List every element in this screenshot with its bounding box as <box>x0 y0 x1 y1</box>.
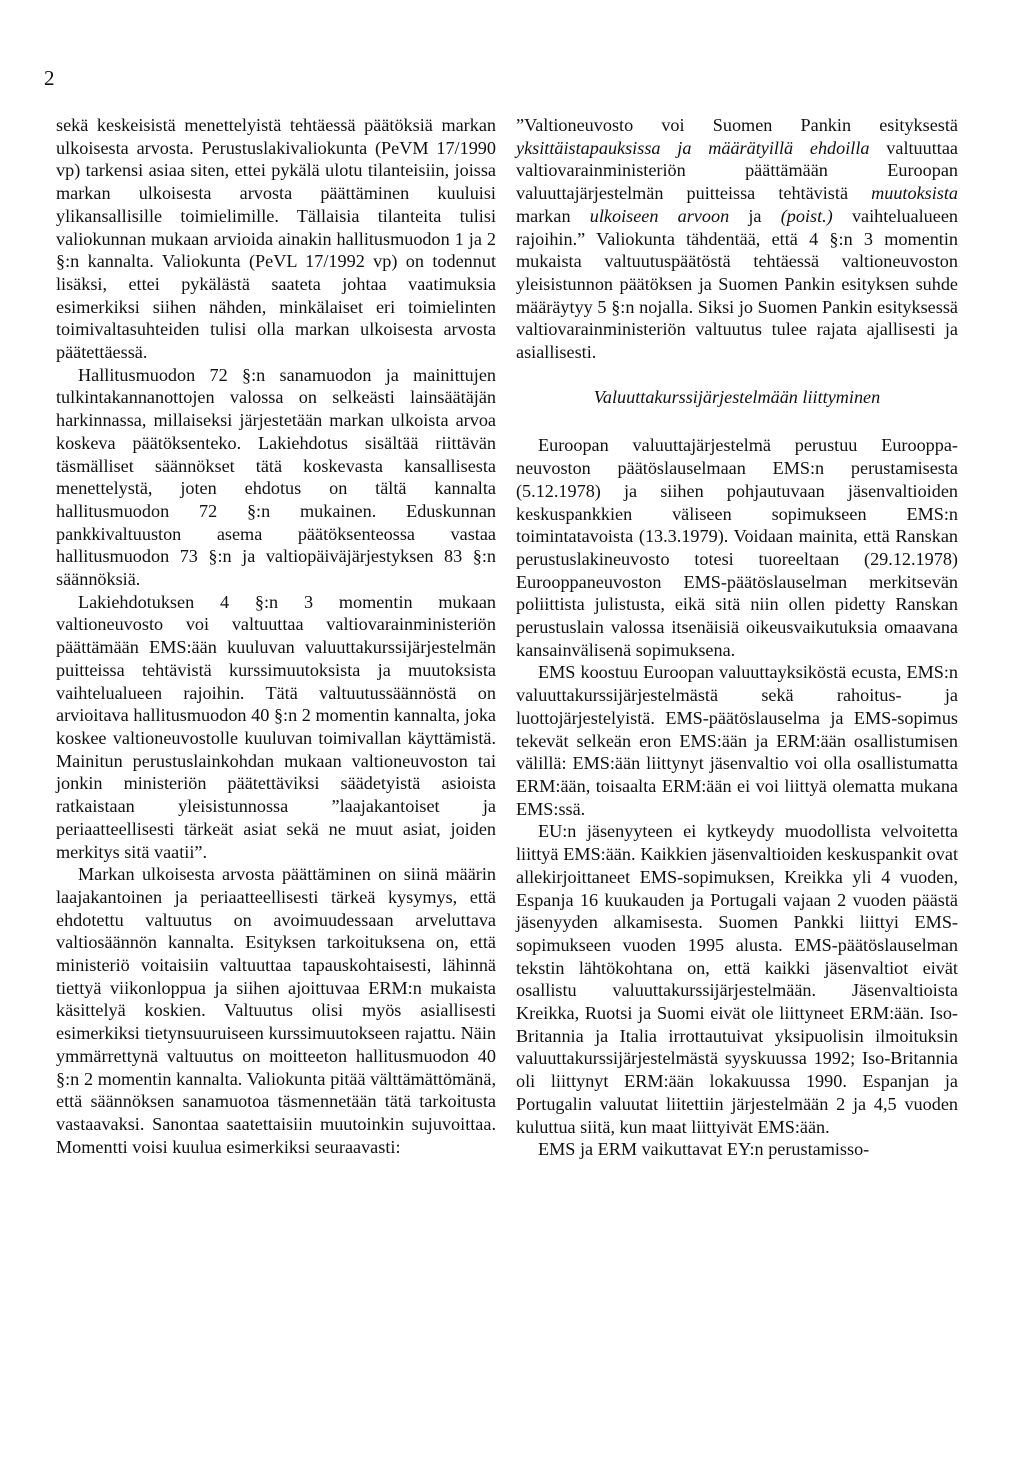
paragraph: Markan ulkoisesta arvosta päättäminen on siinä määrin laajakantoinen ja periaatteellisesti tärkeä kysymys, että ehdotettu valtuutus on avoimuudessaan arveluttava valtiosäännön kannalta. Esityksen tarkoituksena on, että ministeriö voitaisiin valtuuttaa tapauskohtaisesti, lähinnä tiettyä viikonloppua ja siihen ajoittuvaa ERM:n mukaista käsittelyä koskien. Valtuutus olisi myös asiallisesti esimerkiksi tietynsuuruiseen kurssimuutokseen rajattu. Näin ymmärrettynä valtuutus on moitteeton hallitusmuodon 40 §:n 2 momentin kannalta. Valiokunta pitää välttämättömänä, että säännöksen sanamuotoa täsmennetään tätä tarkoitusta vastaavaksi. Sanontaa saatettaisiin muutoinkin sujuvoittaa. Momentti voisi kuulua esimerkiksi seuraavasti: <box>56 864 496 1157</box>
quote-emphasis: ulkoiseen arvoon <box>589 205 730 226</box>
right-column <box>516 114 958 1161</box>
quote-text: ”Valtioneuvosto voi Suomen Pankin esityksestä <box>516 115 958 135</box>
paragraph: EU:n jäsenyyteen ei kytkeydy muodollista velvoitetta liittyä EMS:ään. Kaikkien jäsenvaltioiden keskuspankit ovat allekirjoittaneet EMS-sopimuksen, Kreikka yli 4 vuoden, Espanja 16 kuukauden ja Portugali vajaan 2 vuoden päästä jäsenyyden alkamisesta. Suomen Pankki liittyi EMS-sopimukseen vuoden 1995 alusta. EMS-päätöslauselman tekstin lähtökohtana on, että kaikki jäsenvaltiot eivät osallistu valuuttakurssijärjestelmään. Jäsenvaltioista Kreikka, Ruotsi ja Suomi eivät ole liittyneet ERM:ään. Iso-Britannia ja Italia irrottautuivat yksipuolisin ilmoituksin valuuttakurssijärjestelmästä syyskuussa 1992; Iso-Britannia oli liittynyt ERM:ään lokakuussa 1990. Espanjan ja Portugalin valuutat liitettiin järjestelmään 2 ja 4,5 vuoden kuluttua siitä, kun maat liittyivät EMS:ään. <box>516 821 958 1137</box>
quote-emphasis: muutoksista <box>871 183 958 204</box>
paragraph: Euroopan valuuttajärjestelmä perustuu Eurooppa-neuvoston päätöslauselmaan EMS:n perustamisesta (5.12.1978) ja siihen pohjautuvaan jäsenvaltioiden keskuspankkien väliseen sopimukseen EMS:n toimintatavoista (13.3.1979). Voidaan mainita, että Ranskan perustuslakineuvosto totesi tuoreeltaan (29.12.1978) Eurooppaneuvoston EMS-päätöslauselman merkitsevän poliittista julistusta, eikä sitä niin ollen pidetty Ranskan perustuslain valossa itsenäisiä oikeusvaikutuksia omaavana kansainvälisenä sopimuksena. <box>516 435 958 660</box>
quote-emphasis: (poist.) <box>780 205 833 226</box>
quote-paragraph <box>516 114 958 364</box>
page-number: 2 <box>44 66 55 90</box>
quote-text: vaihtelualueen rajoihin.” Valiokunta tähdentää, että 4 §:n 3 momentin mukaista valtuutuspäätöstä tehtäessä valtioneuvoston yleisistunnon päätöksen ja Suomen Pankin esityksen suhde määräytyy 5 §:n nojalla. Siksi jo Suomen Pankin esityksessä valtiovarainministeriön valtuutus tulee rajata ajallisesti ja asiallisesti. <box>516 205 958 363</box>
paragraph: Hallitusmuodon 72 §:n sanamuodon ja mainittujen tulkintakannanottojen valossa on selkeästi lainsäätäjän harkinnassa, millaiseksi järjestetään markan ulkoista arvoa koskeva päätöksenteko. Lakiehdotus sisältää riittävän täsmälliset säännökset tätä koskevasta kansallisesta menettelystä, joten ehdotus on tältä kannalta hallitusmuodon 72 §:n mukainen. Eduskunnan pankkivaltuuston asema päätöksenteossa vastaa hallitusmuodon 73 §:n ja valtiopäiväjärjestyksen 83 §:n säännöksiä. <box>56 364 496 590</box>
quote-text: valtuuttaa valtiovarainministeriön päättämään Euroopan valuuttajärjestelmän puitteissa tehtävistä <box>516 137 958 204</box>
paragraph: EMS koostuu Euroopan valuuttayksiköstä ecusta, EMS:n valuuttakurssijärjestelmästä sekä rahoitus- ja luottojärjestelyistä. EMS-päätöslauselma ja EMS-sopimus tekevät selkeän eron EMS:ään ja ERM:ään osallistumisen välillä: EMS:ään liittynyt jäsenvaltio voi olla osallistumatta ERM:ään, toisaalta ERM:ään ei voi liittyä olematta mukana EMS:ssä. <box>516 662 958 819</box>
paragraph: Lakiehdotuksen 4 §:n 3 momentin mukaan valtioneuvosto voi valtuuttaa valtiovarainministeriön päättämään EMS:ään kuuluvan valuuttakurssijärjestelmän puitteissa tehtävistä kurssimuutoksista ja muutoksista vaihtelualueen rajoihin. Tätä valtuutussäännöstä on arvioitava hallitusmuodon 40 §:n 2 momentin kannalta, joka koskee valtioneuvostolle kuuluvan toimivallan käyttämistä. Mainitun perustuslainkohdan mukaan valtioneuvoston tai jonkin ministeriön päätettäviksi säädetyistä asioista ratkaistaan yleisistunnossa ”laajakantoiset ja periaatteellisesti tärkeät asiat sekä ne muut asiat, joiden merkitys sitä vaatii”. <box>56 591 496 862</box>
left-column <box>56 114 496 1158</box>
section-heading: Valuuttakurssijärjestelmään liittyminen <box>593 386 881 407</box>
quote-emphasis: yksittäistapauksissa ja määrätyillä ehdoilla <box>516 137 870 158</box>
quote-text: markan <box>516 205 590 226</box>
paragraph: EMS ja ERM vaikuttavat EY:n perustamisso- <box>538 1139 870 1160</box>
quote-text: ja <box>729 205 781 226</box>
paragraph: sekä keskeisistä menettelyistä tehtäessä päätöksiä markan ulkoisesta arvosta. Perustuslakivaliokunta (PeVM 17/1990 vp) tarkensi asiaa siten, ettei pykälä ulotu tilanteisiin, joissa markan ulkoisesta arvosta päättäminen kuuluisi ylikansallisille toimielimille. Tällaisia tilanteita tulisi valiokunnan mukaan arvioida ainakin hallitusmuodon 1 ja 2 §:n kannalta. Valiokunta (PeVL 17/1992 vp) on todennut lisäksi, ettei pykälästä saateta johtaa vaatimuksia esimerkiksi siihen nähden, minkälaiset eri toimielinten toimivaltasuhteiden tulisi olla markan ulkoisesta arvosta päätettäessä. <box>56 115 496 363</box>
